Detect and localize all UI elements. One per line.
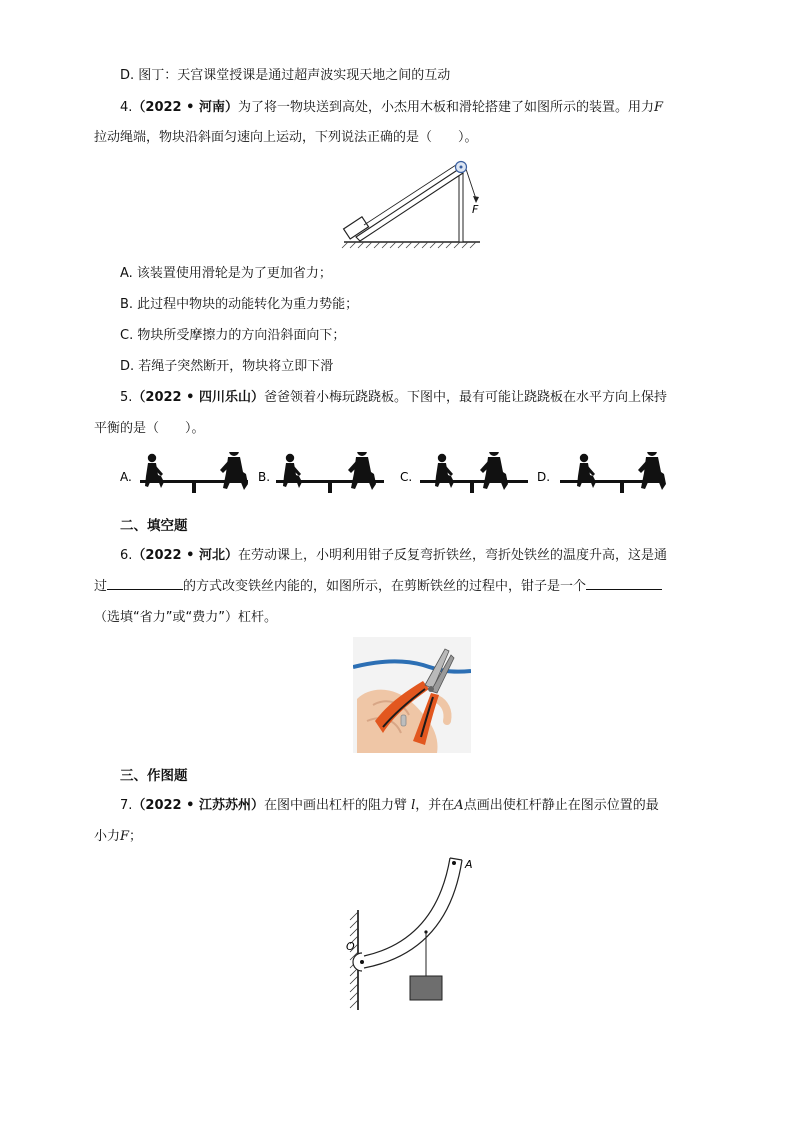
q5-stem-text: 爸爸领着小梅玩跷跷板。下图中，最有可能让跷跷板在水平方向上保持 [263, 390, 667, 405]
q4-option-b: B. 此过程中物块的动能转化为重力势能； [120, 297, 359, 312]
q4-option-d: D. 若绳子突然断开，物块将立即下滑 [120, 359, 334, 374]
q6-text-c: 的方式改变铁丝内能的，如图所示，在剪断铁丝的过程中，钳子是一个 [183, 579, 587, 594]
q4-stem-text: 为了将一物块送到高处，小杰用木板和滑轮搭建了如图所示的装置。用力 [237, 100, 654, 115]
q4-stem-line1 [120, 98, 663, 118]
q7-text-a: 在图中画出杠杆的阻力臂 [263, 798, 407, 813]
q6-line1 [120, 546, 667, 566]
q7-l-symbol: l [411, 798, 416, 813]
q7-source: （2022 • 江苏苏州） [132, 798, 264, 813]
q6-answer-blank-1[interactable] [107, 577, 183, 590]
seesaw-option-b-label: B. [258, 470, 271, 484]
q4-force-symbol: F [653, 100, 663, 115]
q7-text-d: 小力 [94, 829, 121, 844]
q7-f-symbol: F [120, 829, 130, 844]
seesaw-option-a [140, 452, 248, 493]
q7-text-b: ，并在 [415, 798, 455, 813]
q6-line3: （选填“省力”或“费力”）杠杆。 [94, 610, 277, 625]
seesaw-option-d [560, 452, 666, 493]
q6-number: 6. [120, 548, 133, 563]
q7-line2 [94, 827, 142, 847]
q5-stem-line2: 平衡的是（ ）。 [94, 421, 205, 436]
q5-stem-line1 [120, 388, 667, 408]
seesaw-option-c [420, 452, 528, 493]
label-o: O [346, 940, 355, 953]
curved-lever-figure [340, 852, 480, 1014]
seesaw-option-a-label: A. [120, 470, 132, 484]
q7-number: 7. [120, 798, 133, 813]
q4-stem-line2: 拉动绳端，物块沿斜面匀速向上运动，下列说法正确的是（ ）。 [94, 130, 478, 145]
seesaw-option-b [276, 452, 384, 493]
q4-source: （2022 • 河南） [132, 100, 238, 115]
q4-option-c: C. 物块所受摩擦力的方向沿斜面向下； [120, 328, 346, 343]
pliers-wire-photo [353, 637, 471, 753]
q6-source: （2022 • 河北） [132, 548, 238, 563]
seesaw-option-d-label: D. [537, 470, 551, 484]
q7-text-e: ； [129, 829, 143, 844]
q7-text-c: 点画出使杠杆静止在图示位置的最 [463, 798, 659, 813]
q7-line1 [120, 796, 659, 816]
q6-answer-blank-2[interactable] [586, 577, 662, 590]
section-fill-in-title: 二、填空题 [120, 518, 188, 534]
q4-option-a: A. 该装置使用滑轮是为了更加省力； [120, 266, 332, 281]
q4-number: 4. [120, 100, 133, 115]
label-a: A [465, 858, 473, 871]
section-drawing-title: 三、作图题 [120, 768, 188, 784]
incline-pulley-figure [330, 155, 500, 250]
q6-text-a: 在劳动课上，小明利用钳子反复弯折铁丝，弯折处铁丝的温度升高，这是通 [237, 548, 667, 563]
seesaw-options-figure [116, 452, 676, 498]
figure-label-f: F [472, 203, 479, 216]
q6-line2 [94, 577, 662, 597]
q6-text-b: 过 [94, 579, 108, 594]
q7-a-symbol: A [454, 798, 464, 813]
q5-number: 5. [120, 390, 133, 405]
q3-option-d: D. 图丁：天宫课堂授课是通过超声波实现天地之间的互动 [120, 68, 451, 83]
seesaw-option-c-label: C. [400, 470, 413, 484]
q5-source: （2022 • 四川乐山） [132, 390, 264, 405]
